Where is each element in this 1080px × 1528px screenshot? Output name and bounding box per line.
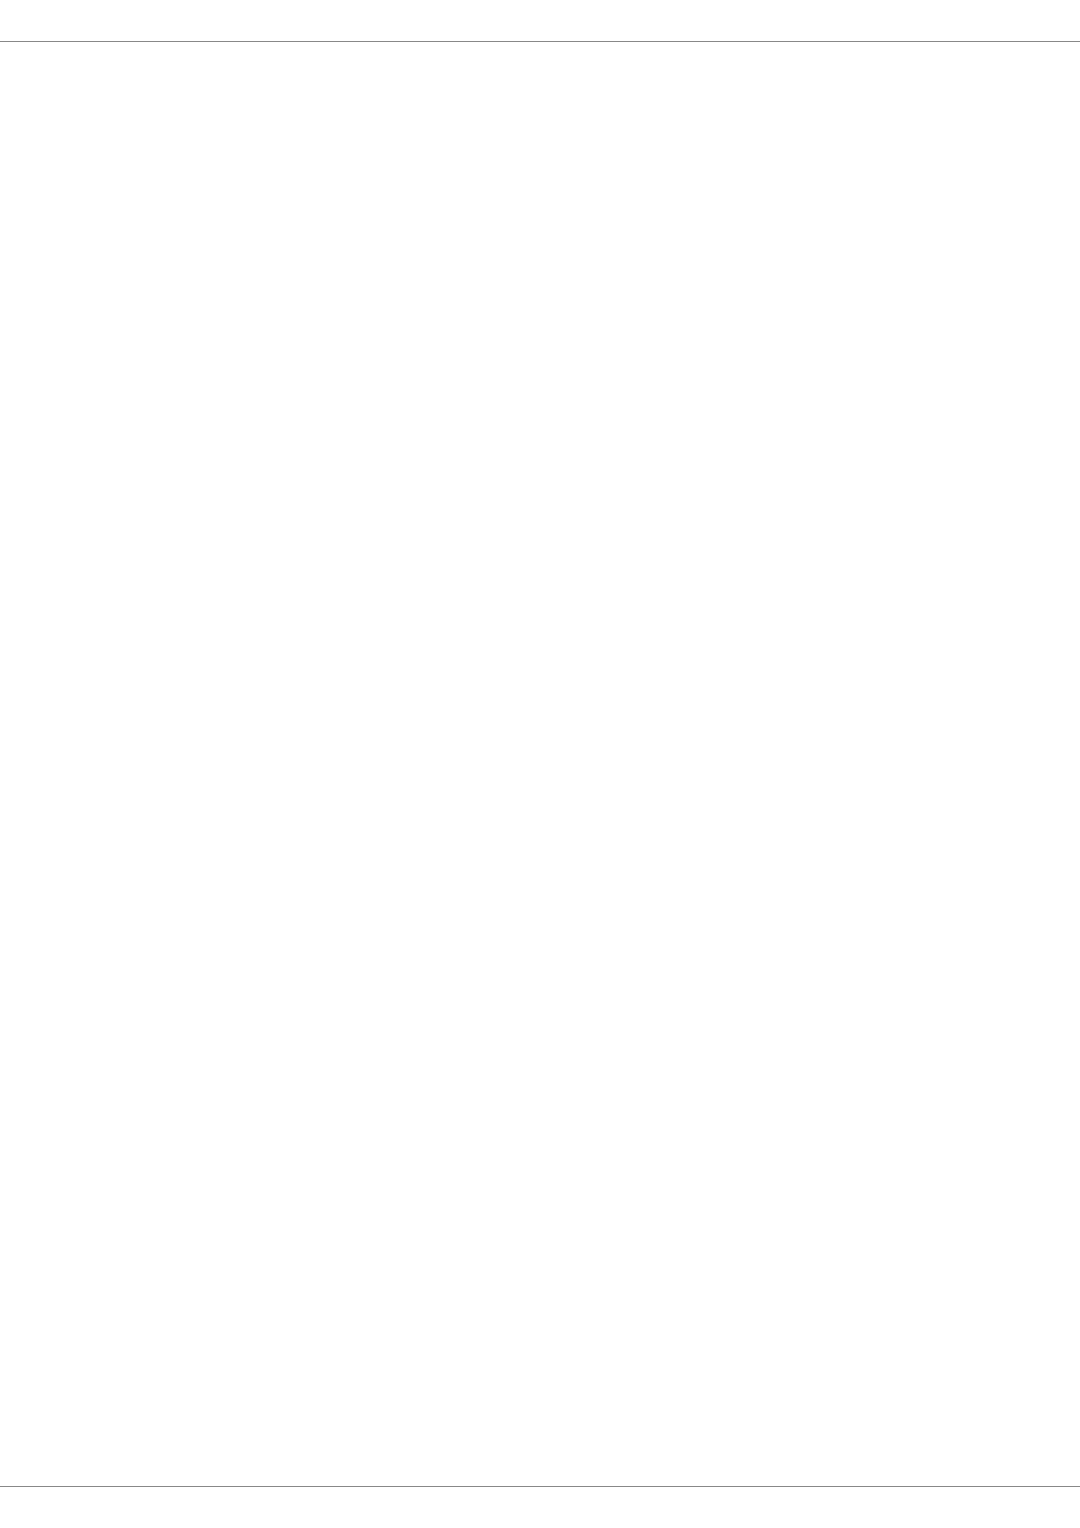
footer-divider: [0, 1486, 1080, 1487]
print-header: [0, 10, 1080, 40]
header-divider: [0, 41, 1080, 42]
